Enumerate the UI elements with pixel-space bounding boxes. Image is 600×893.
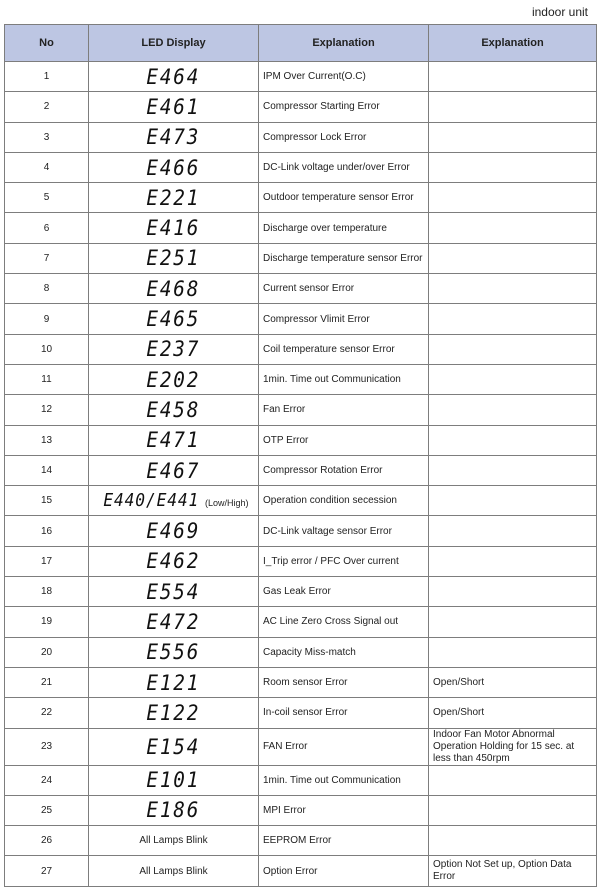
row-number: 3	[5, 122, 89, 152]
led-code: E471	[146, 428, 201, 453]
header-explanation-2: Explanation	[429, 25, 597, 62]
explanation-detail-cell	[429, 364, 597, 394]
led-code: E458	[146, 397, 201, 422]
table-row	[5, 274, 597, 304]
led-code: E154	[146, 734, 201, 759]
table-row	[5, 425, 597, 455]
led-code: E473	[146, 125, 201, 150]
led-display-cell	[89, 92, 259, 122]
table-row	[5, 334, 597, 364]
explanation-cell: Room sensor Error	[259, 667, 429, 697]
header-no: No	[5, 25, 89, 62]
led-code: E464	[146, 64, 201, 89]
row-number: 20	[5, 637, 89, 667]
row-number: 26	[5, 826, 89, 856]
led-display-cell	[89, 334, 259, 364]
row-number: 6	[5, 213, 89, 243]
led-code: E465	[146, 307, 201, 332]
explanation-cell: Compressor Rotation Error	[259, 455, 429, 485]
table-row	[5, 546, 597, 576]
explanation-detail-cell: Open/Short	[429, 698, 597, 728]
led-display-cell	[89, 607, 259, 637]
explanation-detail-cell	[429, 183, 597, 213]
led-display-cell	[89, 304, 259, 334]
led-code: E469	[146, 519, 201, 544]
row-number: 27	[5, 856, 89, 886]
explanation-cell: Fan Error	[259, 395, 429, 425]
table-row	[5, 826, 597, 856]
led-code: E440/E441	[103, 490, 200, 512]
explanation-detail-cell	[429, 152, 597, 182]
row-number: 10	[5, 334, 89, 364]
led-display-cell	[89, 486, 259, 516]
led-code: E554	[146, 579, 201, 604]
header-led-display: LED Display	[89, 25, 259, 62]
explanation-detail-cell	[429, 425, 597, 455]
table-row	[5, 856, 597, 886]
row-number: 4	[5, 152, 89, 182]
led-display-cell	[89, 546, 259, 576]
table-row	[5, 637, 597, 667]
explanation-cell: FAN Error	[259, 728, 429, 765]
explanation-detail-cell: Option Not Set up, Option Data Error	[429, 856, 597, 886]
explanation-cell: DC-Link voltage under/over Error	[259, 152, 429, 182]
row-number: 19	[5, 607, 89, 637]
table-row	[5, 243, 597, 273]
led-code: E416	[146, 216, 201, 241]
row-number: 14	[5, 455, 89, 485]
led-display-cell	[89, 795, 259, 825]
led-note: (Low/High)	[205, 498, 249, 509]
row-number: 18	[5, 577, 89, 607]
led-display-cell	[89, 425, 259, 455]
led-status-text: All Lamps Blink	[139, 835, 208, 847]
led-code: E186	[146, 798, 201, 823]
led-code: E556	[146, 640, 201, 665]
row-number: 21	[5, 667, 89, 697]
table-row	[5, 577, 597, 607]
explanation-detail-cell	[429, 334, 597, 364]
led-display-cell	[89, 395, 259, 425]
row-number: 7	[5, 243, 89, 273]
row-number: 13	[5, 425, 89, 455]
explanation-detail-cell	[429, 213, 597, 243]
table-row	[5, 364, 597, 394]
led-display-cell	[89, 213, 259, 243]
explanation-detail-cell	[429, 607, 597, 637]
led-code: E202	[146, 367, 201, 392]
explanation-detail-cell	[429, 637, 597, 667]
table-row	[5, 455, 597, 485]
led-code: E472	[146, 609, 201, 634]
explanation-detail-cell	[429, 304, 597, 334]
led-code: E121	[146, 670, 201, 695]
led-code: E468	[146, 276, 201, 301]
row-number: 22	[5, 698, 89, 728]
led-display-cell	[89, 516, 259, 546]
led-display-cell	[89, 62, 259, 92]
explanation-cell: IPM Over Current(O.C)	[259, 62, 429, 92]
explanation-cell: OTP Error	[259, 425, 429, 455]
table-row	[5, 607, 597, 637]
table-body	[5, 62, 597, 887]
explanation-cell: Current sensor Error	[259, 274, 429, 304]
table-row	[5, 395, 597, 425]
explanation-cell: Outdoor temperature sensor Error	[259, 183, 429, 213]
led-display-cell	[89, 577, 259, 607]
row-number: 5	[5, 183, 89, 213]
row-number: 24	[5, 765, 89, 795]
explanation-cell: Compressor Vlimit Error	[259, 304, 429, 334]
explanation-detail-cell	[429, 455, 597, 485]
row-number: 25	[5, 795, 89, 825]
row-number: 11	[5, 364, 89, 394]
table-row	[5, 92, 597, 122]
led-code: E122	[146, 700, 201, 725]
unit-label: indoor unit	[531, 5, 588, 19]
explanation-cell: Coil temperature sensor Error	[259, 334, 429, 364]
table-row	[5, 122, 597, 152]
led-display-cell	[89, 243, 259, 273]
table-row	[5, 728, 597, 765]
led-display-cell	[89, 455, 259, 485]
explanation-cell: Discharge over temperature	[259, 213, 429, 243]
explanation-cell: Operation condition secession	[259, 486, 429, 516]
explanation-cell: 1min. Time out Communication	[259, 364, 429, 394]
explanation-cell: MPI Error	[259, 795, 429, 825]
table-row	[5, 765, 597, 795]
explanation-cell: Compressor Starting Error	[259, 92, 429, 122]
explanation-cell: Capacity Miss-match	[259, 637, 429, 667]
led-display-cell	[89, 364, 259, 394]
error-code-table	[4, 24, 597, 887]
led-display-cell	[89, 765, 259, 795]
explanation-detail-cell	[429, 62, 597, 92]
explanation-detail-cell	[429, 765, 597, 795]
explanation-detail-cell	[429, 243, 597, 273]
explanation-detail-cell	[429, 826, 597, 856]
led-status-text: All Lamps Blink	[139, 865, 208, 877]
explanation-detail-cell	[429, 546, 597, 576]
table-row	[5, 304, 597, 334]
table-row	[5, 183, 597, 213]
explanation-detail-cell: Indoor Fan Motor Abnormal Operation Holding for 15 sec. at less than 450rpm	[429, 728, 597, 765]
table-header-row	[5, 25, 597, 62]
led-code: E462	[146, 549, 201, 574]
explanation-detail-cell	[429, 122, 597, 152]
explanation-cell: EEPROM Error	[259, 826, 429, 856]
row-number: 12	[5, 395, 89, 425]
explanation-cell: Compressor Lock Error	[259, 122, 429, 152]
header-explanation: Explanation	[259, 25, 429, 62]
table-row	[5, 152, 597, 182]
led-display-cell	[89, 667, 259, 697]
led-code: E101	[146, 768, 201, 793]
explanation-cell: Discharge temperature sensor Error	[259, 243, 429, 273]
row-number: 23	[5, 728, 89, 765]
explanation-detail-cell	[429, 92, 597, 122]
row-number: 2	[5, 92, 89, 122]
led-display-cell	[89, 122, 259, 152]
explanation-detail-cell	[429, 516, 597, 546]
row-number: 1	[5, 62, 89, 92]
led-display-cell	[89, 274, 259, 304]
row-number: 8	[5, 274, 89, 304]
table-row	[5, 62, 597, 92]
explanation-cell: Gas Leak Error	[259, 577, 429, 607]
table-row	[5, 667, 597, 697]
led-code: E466	[146, 155, 201, 180]
led-display-cell	[89, 637, 259, 667]
table-row	[5, 213, 597, 243]
explanation-cell: In-coil sensor Error	[259, 698, 429, 728]
explanation-cell: 1min. Time out Communication	[259, 765, 429, 795]
explanation-cell: DC-Link valtage sensor Error	[259, 516, 429, 546]
led-display-cell	[89, 152, 259, 182]
led-code: E237	[146, 337, 201, 362]
explanation-cell: Option Error	[259, 856, 429, 886]
row-number: 17	[5, 546, 89, 576]
table-row	[5, 516, 597, 546]
led-display-cell	[89, 728, 259, 765]
explanation-detail-cell	[429, 274, 597, 304]
explanation-cell: I_Trip error / PFC Over current	[259, 546, 429, 576]
explanation-detail-cell	[429, 486, 597, 516]
table-row	[5, 698, 597, 728]
led-display-cell	[89, 183, 259, 213]
led-code: E461	[146, 94, 201, 119]
led-display-cell	[89, 856, 259, 886]
led-code: E221	[146, 185, 201, 210]
led-code: E467	[146, 458, 201, 483]
led-display-cell	[89, 698, 259, 728]
explanation-detail-cell	[429, 577, 597, 607]
row-number: 16	[5, 516, 89, 546]
table-row	[5, 486, 597, 516]
explanation-detail-cell: Open/Short	[429, 667, 597, 697]
explanation-detail-cell	[429, 795, 597, 825]
explanation-cell: AC Line Zero Cross Signal out	[259, 607, 429, 637]
row-number: 9	[5, 304, 89, 334]
row-number: 15	[5, 486, 89, 516]
led-display-cell	[89, 826, 259, 856]
led-code: E251	[146, 246, 201, 271]
table-row	[5, 795, 597, 825]
explanation-detail-cell	[429, 395, 597, 425]
